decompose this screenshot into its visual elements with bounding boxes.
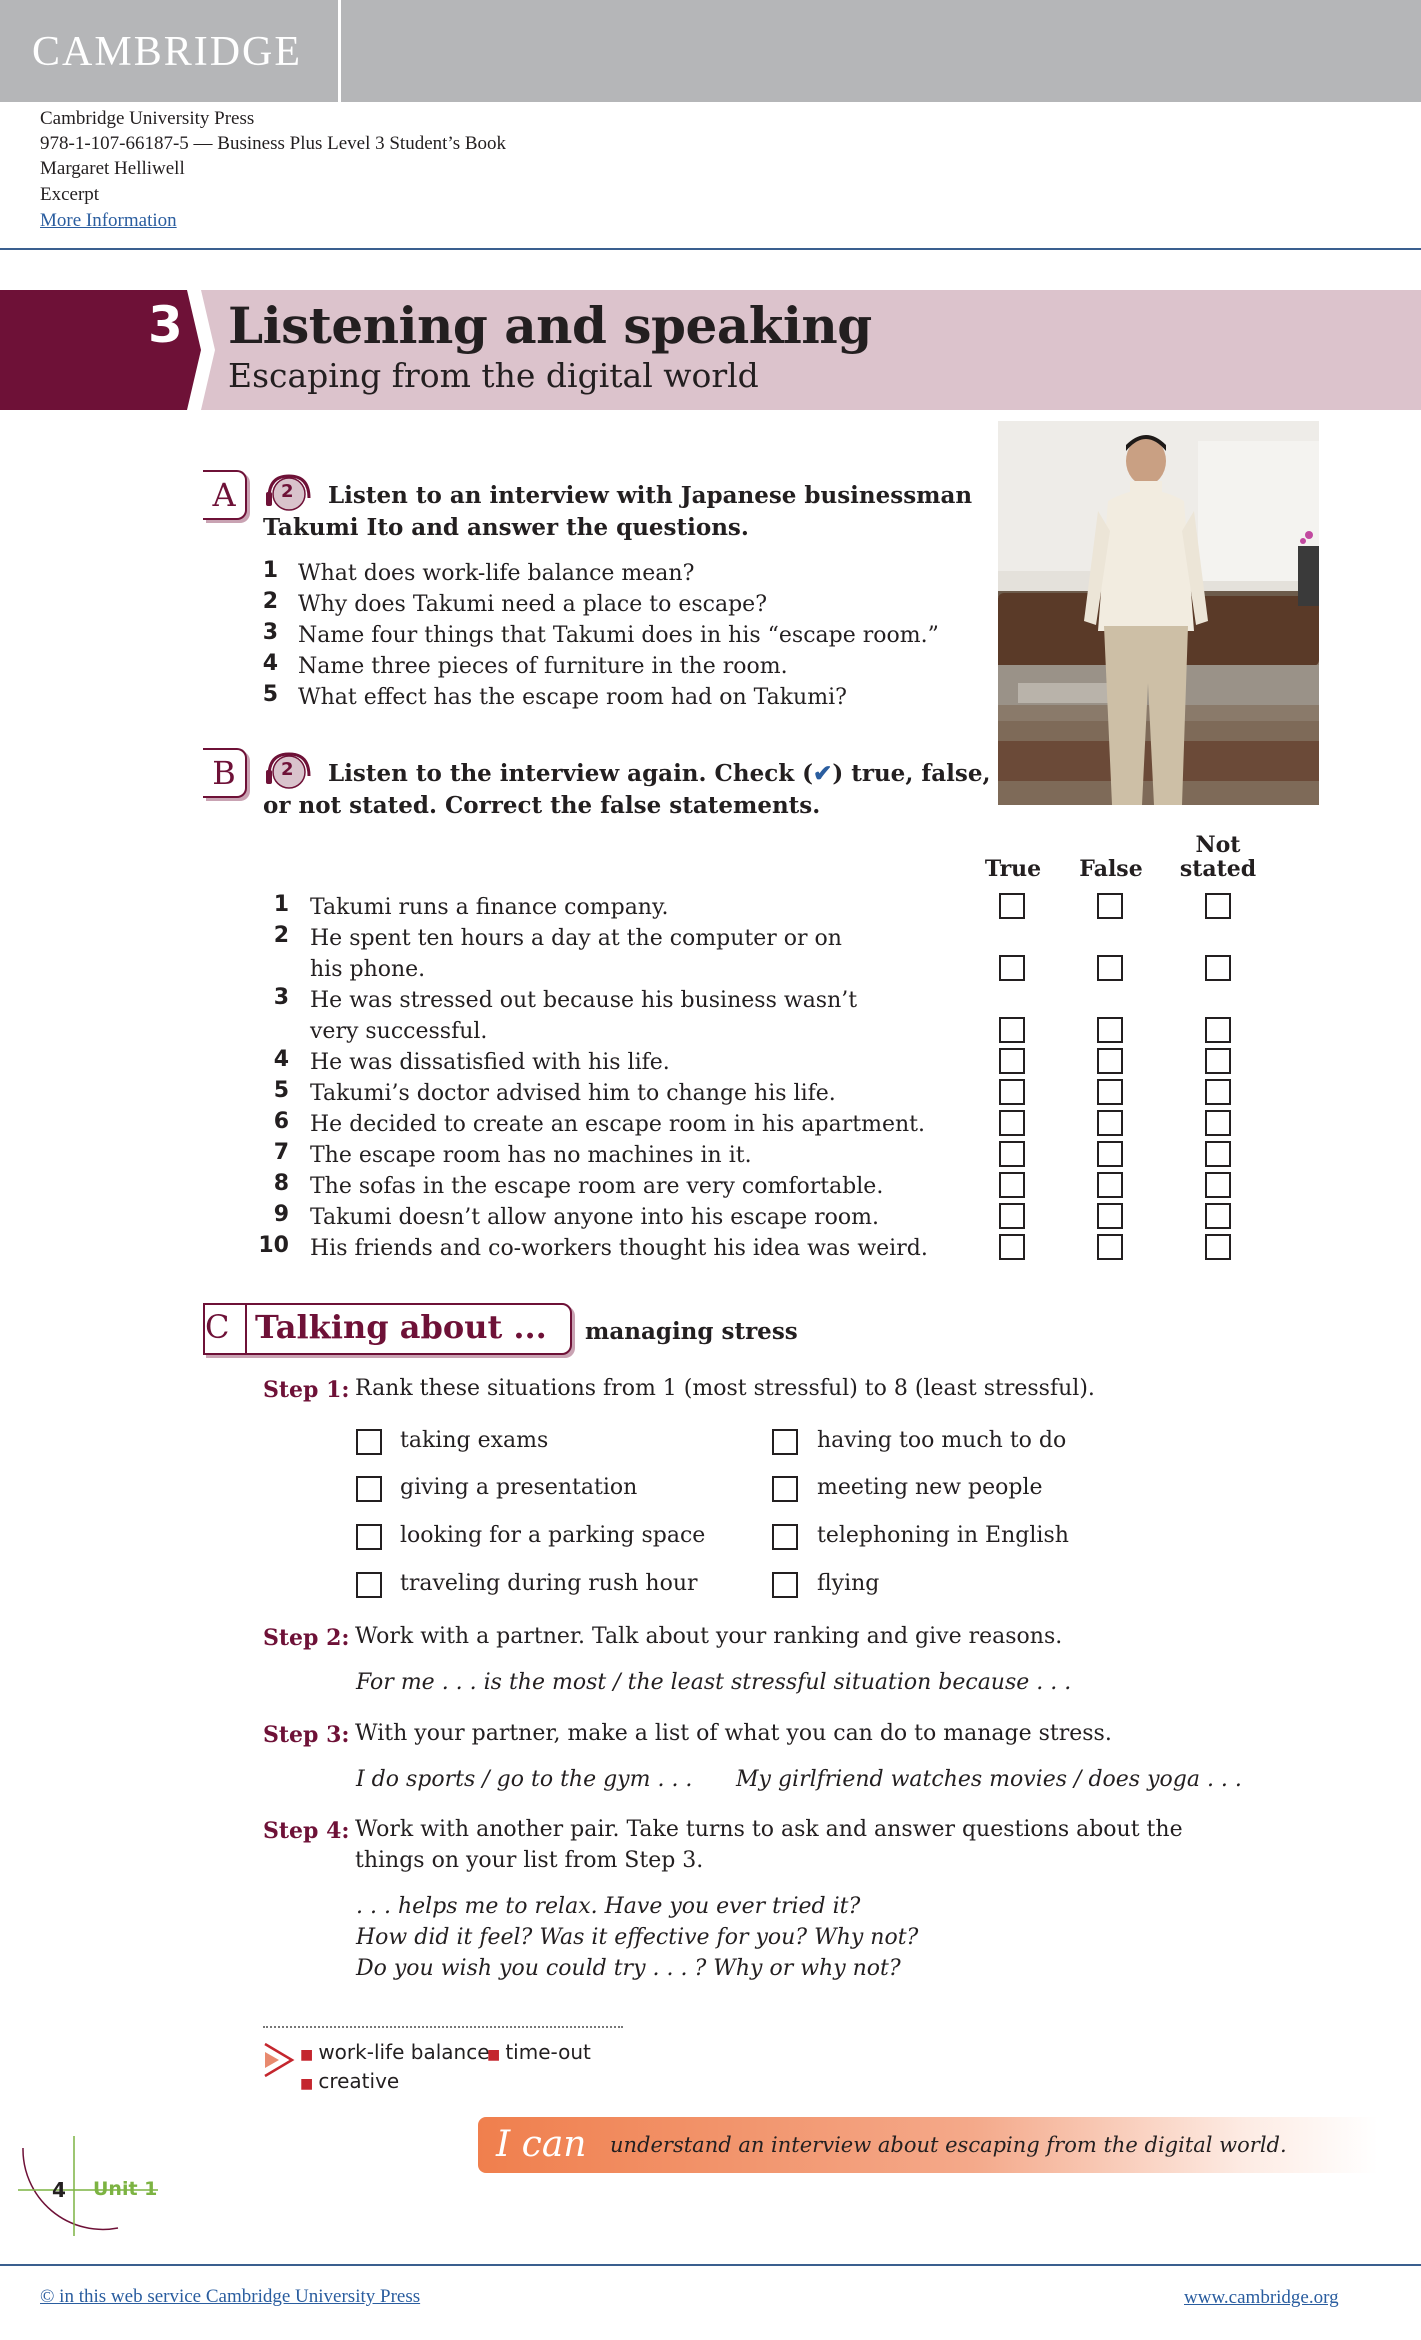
rank-item: telephoning in English bbox=[817, 1523, 1069, 1548]
question-number: 3 bbox=[262, 620, 278, 645]
vocab-item: ■ creative bbox=[300, 2069, 400, 2093]
statement-text: He was stressed out because his business wasn’t bbox=[310, 988, 858, 1013]
checkbox-true-5[interactable] bbox=[999, 1079, 1025, 1105]
rank-checkbox[interactable] bbox=[772, 1429, 798, 1455]
checkbox-false-4[interactable] bbox=[1097, 1048, 1123, 1074]
bullet-icon: ■ bbox=[300, 2047, 314, 2063]
vocab-arrow-icon bbox=[262, 2040, 296, 2084]
more-information-link[interactable]: More Information bbox=[40, 210, 177, 231]
checkbox-false-1[interactable] bbox=[1097, 893, 1123, 919]
statement-number: 9 bbox=[273, 1202, 289, 1227]
checkbox-false-10[interactable] bbox=[1097, 1234, 1123, 1260]
step-4-example-1: . . . helps me to relax. Have you ever tried it? bbox=[356, 1894, 861, 1919]
checkbox-true-8[interactable] bbox=[999, 1172, 1025, 1198]
unit-label: Unit 1 bbox=[93, 2178, 158, 2200]
checkbox-true-1[interactable] bbox=[999, 893, 1025, 919]
website-link[interactable]: www.cambridge.org bbox=[1184, 2287, 1339, 2308]
step-2-example: For me . . . is the most / the least stressful situation because . . . bbox=[356, 1670, 1072, 1695]
rank-item: giving a presentation bbox=[400, 1475, 638, 1500]
section-b-instruction-1b: ) true, false, bbox=[832, 760, 991, 787]
rank-item: traveling during rush hour bbox=[400, 1571, 698, 1596]
audio-track-b-number: 2 bbox=[281, 759, 294, 780]
statement-number: 6 bbox=[273, 1109, 289, 1134]
step-1-label: Step 1: bbox=[263, 1377, 350, 1403]
title-band-notch bbox=[201, 290, 215, 410]
cambridge-logo: CAMBRIDGE bbox=[32, 29, 303, 75]
section-b-instruction-1a: Listen to the interview again. Check ( bbox=[328, 760, 814, 787]
checkbox-not-stated-2[interactable] bbox=[1205, 955, 1231, 981]
checkbox-true-7[interactable] bbox=[999, 1141, 1025, 1167]
checkbox-true-6[interactable] bbox=[999, 1110, 1025, 1136]
rank-item: flying bbox=[817, 1571, 880, 1596]
checkbox-false-5[interactable] bbox=[1097, 1079, 1123, 1105]
statement-number: 10 bbox=[258, 1233, 289, 1258]
publisher-line: Cambridge University Press bbox=[40, 108, 255, 129]
page-title: Listening and speaking bbox=[228, 296, 872, 355]
vocab-divider bbox=[263, 2026, 623, 2028]
statement-text: The sofas in the escape room are very comfortable. bbox=[310, 1174, 884, 1199]
step-4-example-3: Do you wish you could try . . . ? Why or why not? bbox=[356, 1956, 901, 1981]
rank-item: meeting new people bbox=[817, 1475, 1043, 1500]
section-c-marker: C bbox=[205, 1308, 230, 1346]
unit-number-tab-arrow bbox=[187, 290, 201, 410]
question-number: 2 bbox=[262, 589, 278, 614]
footer-divider bbox=[0, 2264, 1421, 2266]
checkbox-not-stated-6[interactable] bbox=[1205, 1110, 1231, 1136]
statement-number: 8 bbox=[273, 1171, 289, 1196]
checkbox-not-stated-10[interactable] bbox=[1205, 1234, 1231, 1260]
checkbox-not-stated-4[interactable] bbox=[1205, 1048, 1231, 1074]
statement-text-cont: very successful. bbox=[310, 1019, 488, 1044]
checkbox-true-9[interactable] bbox=[999, 1203, 1025, 1229]
checkbox-true-3[interactable] bbox=[999, 1017, 1025, 1043]
bullet-icon: ■ bbox=[300, 2076, 314, 2092]
checkbox-false-7[interactable] bbox=[1097, 1141, 1123, 1167]
checkbox-not-stated-8[interactable] bbox=[1205, 1172, 1231, 1198]
statement-number: 7 bbox=[273, 1140, 289, 1165]
statement-number: 3 bbox=[273, 985, 289, 1010]
checkbox-not-stated-7[interactable] bbox=[1205, 1141, 1231, 1167]
statement-text: Takumi doesn’t allow anyone into his escape room. bbox=[310, 1205, 879, 1230]
checkbox-false-3[interactable] bbox=[1097, 1017, 1123, 1043]
rank-checkbox[interactable] bbox=[356, 1429, 382, 1455]
step-3-example-a: I do sports / go to the gym . . . bbox=[356, 1767, 693, 1792]
question-text: What does work-life balance mean? bbox=[298, 561, 695, 586]
copyright-link-wrap bbox=[40, 2286, 420, 2308]
question-text: Name four things that Takumi does in his “escape room.” bbox=[298, 623, 939, 648]
section-c-divider bbox=[245, 1303, 247, 1355]
vocab-item: ■ work-life balance bbox=[300, 2040, 490, 2064]
copyright-link[interactable]: © in this web service Cambridge University Press bbox=[40, 2286, 421, 2307]
statement-number: 2 bbox=[273, 923, 289, 948]
rank-checkbox[interactable] bbox=[772, 1572, 798, 1598]
bullet-icon: ■ bbox=[487, 2047, 501, 2063]
checkbox-false-2[interactable] bbox=[1097, 955, 1123, 981]
audio-track-a-number: 2 bbox=[281, 481, 294, 502]
statement-text: His friends and co-workers thought his idea was weird. bbox=[310, 1236, 928, 1261]
photo-illustration bbox=[998, 421, 1319, 805]
step-4-text-1: Work with another pair. Take turns to ask and answer questions about the bbox=[355, 1817, 1183, 1842]
checkbox-not-stated-1[interactable] bbox=[1205, 893, 1231, 919]
step-3-label: Step 3: bbox=[263, 1722, 350, 1748]
section-b-instruction-2: or not stated. Correct the false statements. bbox=[263, 792, 821, 819]
step-2-label: Step 2: bbox=[263, 1625, 350, 1651]
column-not-stated-2: stated bbox=[1179, 856, 1257, 882]
checkbox-true-4[interactable] bbox=[999, 1048, 1025, 1074]
column-false: False bbox=[1079, 856, 1143, 882]
rank-checkbox[interactable] bbox=[772, 1476, 798, 1502]
statement-number: 1 bbox=[273, 892, 289, 917]
rank-checkbox[interactable] bbox=[356, 1476, 382, 1502]
website-link-wrap bbox=[1184, 2287, 1339, 2309]
question-text: Why does Takumi need a place to escape? bbox=[298, 592, 767, 617]
rank-item: looking for a parking space bbox=[400, 1523, 706, 1548]
checkbox-false-8[interactable] bbox=[1097, 1172, 1123, 1198]
checkbox-false-9[interactable] bbox=[1097, 1203, 1123, 1229]
i-can-label: I can bbox=[496, 2124, 587, 2165]
statement-number: 4 bbox=[273, 1047, 289, 1072]
rank-checkbox[interactable] bbox=[356, 1572, 382, 1598]
rank-item: taking exams bbox=[400, 1428, 549, 1453]
author-line: Margaret Helliwell bbox=[40, 158, 185, 179]
page-subtitle: Escaping from the digital world bbox=[228, 356, 759, 395]
checkbox-false-6[interactable] bbox=[1097, 1110, 1123, 1136]
step-1-text: Rank these situations from 1 (most stressful) to 8 (least stressful). bbox=[355, 1376, 1095, 1401]
column-true: True bbox=[984, 856, 1042, 882]
check-mark-icon: ✔ bbox=[813, 760, 833, 787]
statement-text: Takumi’s doctor advised him to change his life. bbox=[310, 1081, 836, 1106]
step-4-text-2: things on your list from Step 3. bbox=[355, 1848, 704, 1873]
statement-text: The escape room has no machines in it. bbox=[310, 1143, 752, 1168]
rank-checkbox[interactable] bbox=[772, 1524, 798, 1550]
excerpt-line: Excerpt bbox=[40, 184, 100, 205]
step-4-example-2: How did it feel? Was it effective for you? Why not? bbox=[356, 1925, 919, 1950]
rank-checkbox[interactable] bbox=[356, 1524, 382, 1550]
statement-number: 5 bbox=[273, 1078, 289, 1103]
step-4-label: Step 4: bbox=[263, 1818, 350, 1844]
checkbox-not-stated-9[interactable] bbox=[1205, 1203, 1231, 1229]
i-can-text: understand an interview about escaping from the digital world. bbox=[610, 2133, 1287, 2157]
page-number: 4 bbox=[52, 2178, 66, 2202]
rank-item: having too much to do bbox=[817, 1428, 1067, 1453]
question-number: 4 bbox=[262, 651, 278, 676]
statement-text: Takumi runs a finance company. bbox=[310, 895, 669, 920]
step-3-text: With your partner, make a list of what you can do to manage stress. bbox=[355, 1721, 1112, 1746]
unit-number: 3 bbox=[148, 296, 183, 354]
section-a-instruction-2: Takumi Ito and answer the questions. bbox=[263, 514, 749, 541]
statement-text: He decided to create an escape room in his apartment. bbox=[310, 1112, 925, 1137]
isbn-title-line: 978-1-107-66187-5 — Business Plus Level 3 Student’s Book bbox=[40, 133, 507, 154]
takumi-photo bbox=[998, 421, 1319, 805]
vocab-item: ■ time-out bbox=[487, 2040, 591, 2064]
column-not-stated-1: Not bbox=[1195, 832, 1241, 858]
statement-text-cont: his phone. bbox=[310, 957, 426, 982]
statement-text: He was dissatisfied with his life. bbox=[310, 1050, 670, 1075]
section-b-instruction-1 bbox=[328, 758, 990, 790]
section-a-instruction-1: Listen to an interview with Japanese businessman bbox=[328, 482, 973, 509]
step-3-example-b: My girlfriend watches movies / does yoga . . . bbox=[736, 1767, 1242, 1792]
checkbox-not-stated-3[interactable] bbox=[1205, 1017, 1231, 1043]
question-text: What effect has the escape room had on Takumi? bbox=[298, 685, 847, 710]
talking-about-topic: managing stress bbox=[585, 1318, 798, 1345]
question-number: 5 bbox=[262, 682, 278, 707]
question-text: Name three pieces of furniture in the room. bbox=[298, 654, 788, 679]
header-divider bbox=[0, 248, 1421, 250]
section-a-marker: A bbox=[203, 470, 247, 520]
section-b-marker: B bbox=[203, 748, 247, 798]
play-arrow-icon bbox=[262, 2040, 296, 2080]
talking-about-heading: Talking about ... bbox=[255, 1308, 547, 1346]
checkbox-not-stated-5[interactable] bbox=[1205, 1079, 1231, 1105]
statement-text: He spent ten hours a day at the computer or on bbox=[310, 926, 842, 951]
question-number: 1 bbox=[262, 558, 278, 583]
checkbox-true-2[interactable] bbox=[999, 955, 1025, 981]
step-2-text: Work with a partner. Talk about your ranking and give reasons. bbox=[355, 1624, 1063, 1649]
checkbox-true-10[interactable] bbox=[999, 1234, 1025, 1260]
more-information-link-wrap bbox=[40, 210, 177, 232]
